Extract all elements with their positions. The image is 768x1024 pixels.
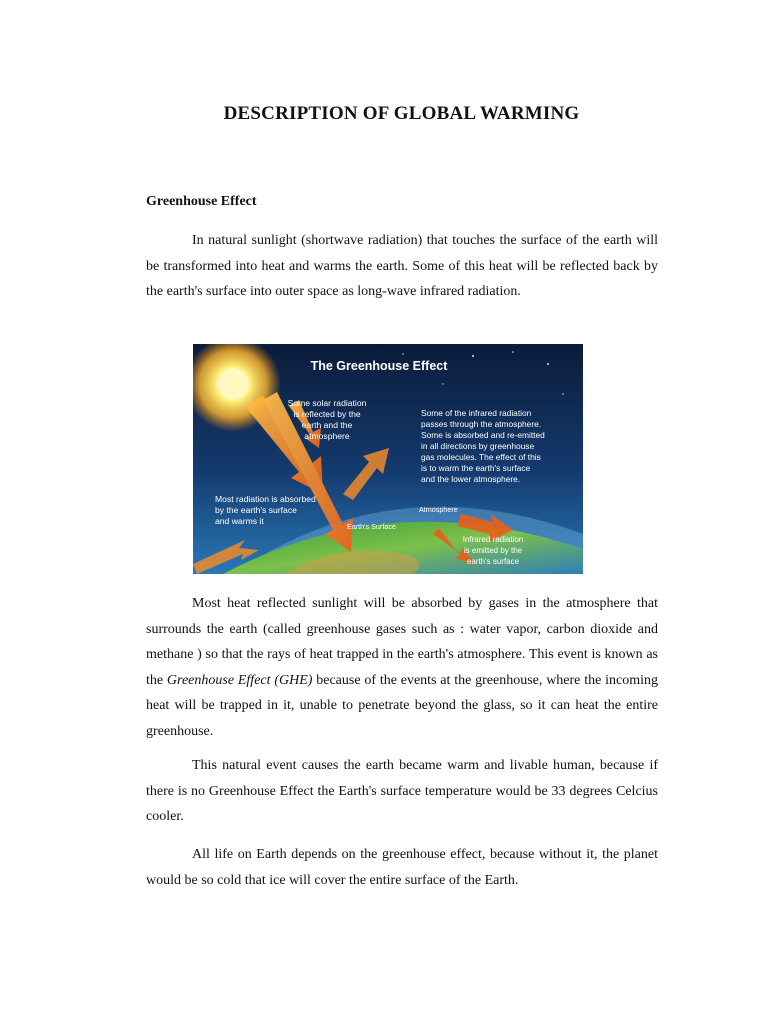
figure-title: The Greenhouse Effect bbox=[310, 359, 448, 373]
section-heading: Greenhouse Effect bbox=[146, 194, 257, 209]
document-title: DESCRIPTION OF GLOBAL WARMING bbox=[223, 103, 580, 124]
paragraph-4 bbox=[146, 842, 658, 893]
emitted-line-1: Infrared radiation bbox=[462, 535, 524, 544]
absorbed-line-3: and warms it bbox=[215, 516, 264, 526]
emitted-line-3: earth's surface bbox=[466, 557, 520, 566]
infrared-line-3: Some is absorbed and re-emitted bbox=[421, 430, 545, 440]
infrared-line-1: Some of the infrared radiation bbox=[421, 408, 532, 418]
earth-surface-label: Earth's Surface bbox=[347, 522, 396, 531]
paragraph-4-text: All life on Earth depends on the greenhouse effect, because without it, the planet would be so cold that ice will cover the entire surface of the Earth. bbox=[146, 847, 658, 888]
paragraph-3 bbox=[146, 753, 658, 830]
infrared-line-6: is to warm the earth's surface bbox=[421, 463, 531, 473]
reflected-line-3: earth and the bbox=[301, 420, 353, 430]
infrared-line-4: in all directions by greenhouse bbox=[421, 441, 535, 451]
paragraph-1 bbox=[146, 228, 658, 305]
paragraph-2-text-a: Most heat reflected sunlight will be absorbed by gases in the atmosphere that surrounds the earth (called greenhouse gases such as : water vapor, carbon dioxide and methane ) so that the rays of heat trapped in the earth's atmosphere. This event is known as the bbox=[146, 596, 658, 688]
infrared-line-5: gas molecules. The effect of this bbox=[421, 452, 541, 462]
infrared-caption bbox=[421, 408, 545, 484]
infrared-line-7: and the lower atmosphere. bbox=[421, 474, 521, 484]
paragraph-2 bbox=[146, 591, 658, 744]
ghe-term: Greenhouse Effect (GHE) bbox=[166, 672, 313, 688]
paragraph-3-text: This natural event causes the earth became warm and livable human, because if there is no Greenhouse Effect the Earth's surface temperature would be 33 degrees Celcius cooler. bbox=[146, 758, 658, 824]
reflected-line-2: is reflected by the bbox=[293, 409, 361, 419]
paragraph-2-text-b: because of the events at the greenhouse, where the incoming heat will be trapped in it, unable to penetrate beyond the glass, so it can heat the entire greenhouse. bbox=[146, 672, 659, 739]
reflected-line-1: Some solar radiation bbox=[287, 398, 367, 408]
sun-core bbox=[217, 368, 249, 400]
paragraph-1-text: In natural sunlight (shortwave radiation) that touches the surface of the earth will be transformed into heat and warms the earth. Some of this heat will be reflected back by the earth's surface into outer space as long-wave infrared radiation. bbox=[146, 233, 658, 299]
atmosphere-label: Atmosphere bbox=[419, 505, 458, 514]
absorbed-line-1: Most radiation is absorbed bbox=[215, 494, 316, 504]
greenhouse-effect-figure bbox=[193, 344, 583, 574]
emitted-caption bbox=[463, 535, 523, 566]
reflected-line-4: atmosphere bbox=[304, 431, 350, 441]
emitted-line-2: is emitted by the bbox=[463, 546, 523, 555]
absorbed-line-2: by the earth's surface bbox=[215, 505, 297, 515]
infrared-line-2: passes through the atmosphere. bbox=[421, 419, 542, 429]
